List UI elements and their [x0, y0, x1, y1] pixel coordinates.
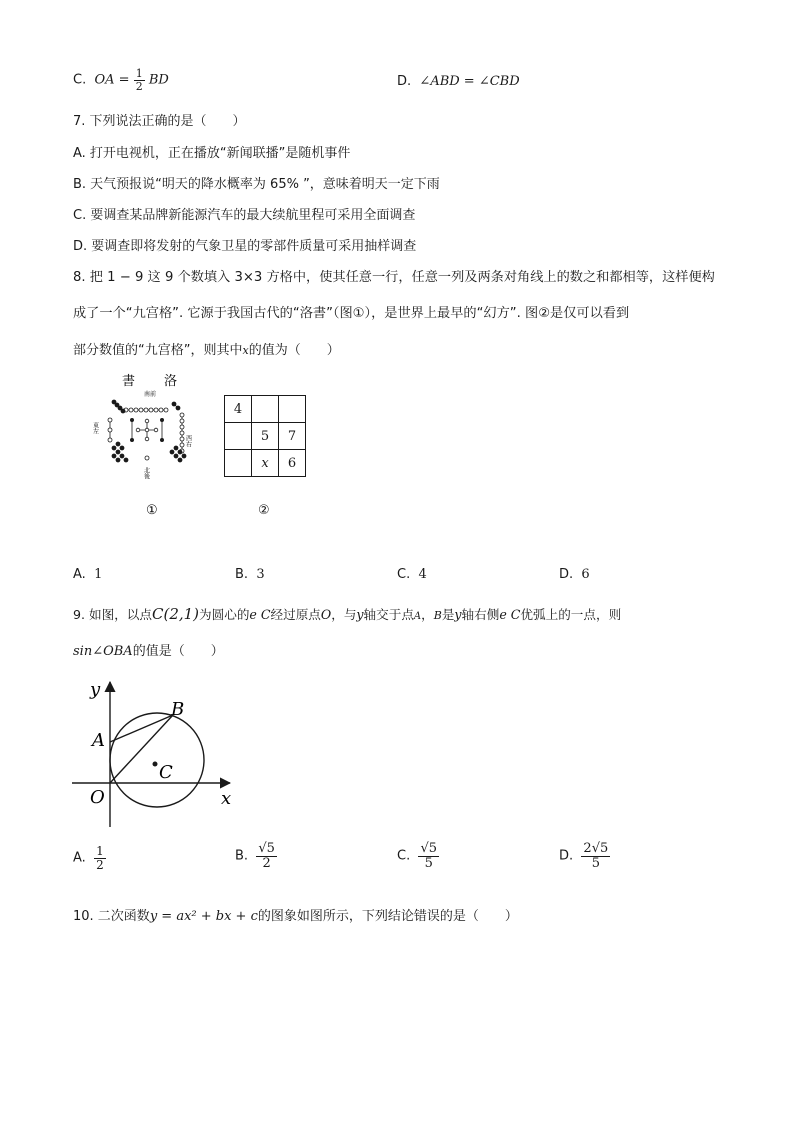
grid-cell: [225, 423, 252, 450]
q9-stem-line1: [73, 604, 621, 623]
luoshu-title-char-1: 書: [122, 374, 136, 389]
option-value: 4: [418, 567, 427, 582]
fraction: [134, 68, 145, 92]
q8-option-a: [73, 567, 102, 582]
option-label: B.: [235, 567, 249, 582]
sine-expression: sin∠OBA: [73, 644, 133, 659]
q8-option-b: [235, 567, 265, 582]
q9-option-b: [235, 842, 277, 870]
axis-y: y: [356, 607, 364, 622]
fraction-denominator: 5: [424, 855, 433, 871]
q7-option-b: B. 天气预报说“明天的降水概率为 65% ”，意味着明天一定下雨: [73, 177, 440, 192]
luoshu-dots: [108, 400, 186, 462]
fraction-denominator: 2: [96, 857, 104, 872]
q9-text: ，: [421, 607, 434, 622]
q7-option-d: D. 要调查即将发射的气象卫星的零部件质量可采用抽样调查: [73, 239, 417, 254]
fraction-numerator: 1: [96, 844, 104, 858]
label-b: B: [171, 699, 185, 720]
q9-stem-line2: [73, 640, 224, 659]
segment-ab: [110, 715, 173, 742]
q9-text: 是: [441, 607, 455, 622]
circle-figure: [68, 672, 243, 832]
q7-stem: 7. 下列说法正确的是（ ）: [73, 114, 246, 129]
grid-cell-x: x: [252, 450, 279, 477]
q9-text: 9. 如图，以点: [73, 607, 152, 622]
q9-option-c: [397, 842, 439, 870]
q8-stem-line2: 成了一个“九宫格”. 它源于我国古代的“洛書”（图①），是世界上最早的“幻方”. 图②是仅可以看到: [73, 306, 630, 321]
option-label: C.: [397, 848, 411, 864]
q8-option-d: [559, 567, 590, 582]
fraction-denominator: 2: [262, 855, 271, 871]
grid-cell: 6: [279, 450, 306, 477]
grid-cell: [279, 396, 306, 423]
option-label: D.: [397, 74, 412, 89]
option-label: C.: [397, 567, 411, 582]
point-b: B: [433, 609, 442, 622]
luoshu-caption: ①: [146, 503, 158, 518]
circle-c: e C: [249, 607, 271, 622]
fraction-numerator: √5: [258, 841, 275, 856]
fraction: [581, 842, 610, 870]
option-label: A.: [73, 850, 86, 866]
q9-text: 优弧上的一点，则: [520, 607, 622, 622]
option-label: C.: [73, 72, 87, 88]
grid-cell: [252, 396, 279, 423]
option-label: D.: [559, 848, 574, 864]
luoshu-direction-right: 西右: [184, 435, 192, 447]
q8-stem-text: 部分数值的“九宫格”，则其中: [73, 343, 243, 358]
fraction: [418, 842, 439, 870]
option-value: 3: [256, 567, 265, 582]
axis-y: y: [454, 607, 462, 622]
q10-text: 的图象如图所示，下列结论错误的是（ ）: [257, 909, 518, 924]
fraction-numerator: 2√5: [583, 841, 609, 856]
q9-text: 经过原点: [270, 607, 321, 622]
q9-text: 为圆心的: [199, 607, 250, 622]
center-dot: [153, 762, 158, 767]
math-lhs: OA: [94, 72, 115, 88]
option-label: B.: [235, 848, 249, 864]
q9-option-a: [73, 845, 106, 871]
fraction-denominator: 5: [591, 855, 600, 871]
point-o: O: [320, 607, 332, 622]
luoshu-direction-top: 南前: [144, 391, 157, 398]
q7-option-c: C. 要调查某品牌新能源汽车的最大续航里程可采用全面调查: [73, 208, 416, 223]
grid-cell: [225, 450, 252, 477]
label-c: C: [159, 762, 173, 783]
q9-text: 轴交于点: [363, 607, 414, 622]
q9-text: 轴右侧: [461, 607, 500, 622]
math-expression: ∠ABD = ∠CBD: [419, 74, 520, 89]
circle-c: e C: [499, 607, 521, 622]
label-x: x: [221, 788, 232, 809]
circle-c-shape: [110, 713, 204, 807]
luoshu-title-char-2: 洛: [164, 374, 178, 389]
fraction: [256, 842, 277, 870]
point-a: A: [413, 611, 422, 622]
quadratic-expression: y = ax² + bx + c: [149, 909, 258, 924]
luoshu-direction-left: 東左: [92, 422, 99, 434]
q9-text: 的值是（ ）: [132, 644, 224, 659]
luoshu-figure: [92, 370, 222, 520]
luoshu-direction-bottom: 北後: [142, 467, 150, 479]
q9-text: ，与: [331, 607, 357, 622]
q8-stem-line3: [73, 339, 340, 358]
fraction-denominator: 2: [135, 79, 143, 93]
nine-grid-caption: ②: [258, 503, 270, 518]
q7-option-a: A. 打开电视机，正在播放“新闻联播”是随机事件: [73, 146, 351, 161]
option-label: A.: [73, 567, 86, 582]
label-a: A: [92, 730, 105, 751]
q6-option-d: [397, 74, 520, 89]
q9-option-d: [559, 842, 610, 870]
option-value: 1: [94, 567, 103, 582]
fraction: [94, 845, 106, 871]
point-c: C(2,1): [152, 605, 200, 623]
q6-option-c: [73, 68, 169, 92]
q8-stem-line1: 8. 把 1 − 9 这 9 个数填入 3×3 方格中，使其任意一行，任意一列及两条对角线上的数之和都相等，这样便构: [73, 270, 715, 285]
option-label: D.: [559, 567, 574, 582]
grid-cell: 5: [252, 423, 279, 450]
nine-grid-figure: [224, 395, 306, 477]
label-o: O: [90, 787, 105, 808]
q8-option-c: [397, 567, 427, 582]
nine-grid-table: [224, 395, 306, 477]
grid-cell: 7: [279, 423, 306, 450]
q8-stem-text: 的值为（ ）: [248, 343, 340, 358]
math-equals: =: [118, 72, 130, 88]
variable-x: x: [242, 344, 249, 357]
grid-cell: 4: [225, 396, 252, 423]
option-value: 6: [581, 567, 590, 582]
q10-text: 10. 二次函数: [73, 909, 150, 924]
fraction-numerator: 1: [135, 67, 143, 80]
label-y: y: [90, 679, 101, 700]
math-rhs: BD: [148, 72, 169, 88]
fraction-numerator: √5: [420, 841, 438, 856]
q10-stem: [73, 905, 518, 924]
